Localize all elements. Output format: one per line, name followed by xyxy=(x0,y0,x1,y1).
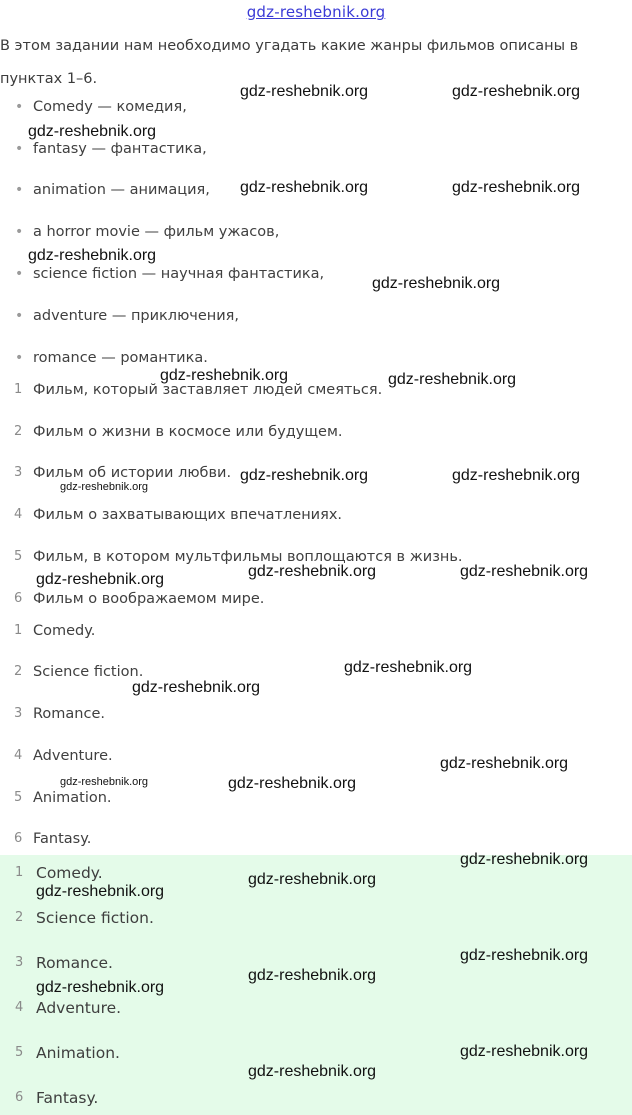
watermark: gdz-reshebnik.org xyxy=(36,571,165,588)
answer-text: Science fiction. xyxy=(33,664,144,680)
bullet-icon: • xyxy=(15,266,24,282)
watermark: gdz-reshebnik.org xyxy=(460,563,589,580)
watermark: gdz-reshebnik.org xyxy=(60,776,149,788)
watermark: gdz-reshebnik.org xyxy=(36,883,165,900)
genre-text: animation — анимация, xyxy=(33,182,210,198)
watermark: gdz-reshebnik.org xyxy=(440,755,569,772)
item-number: 2 xyxy=(15,910,24,925)
bullet-icon: • xyxy=(15,308,24,324)
watermark: gdz-reshebnik.org xyxy=(240,83,369,100)
final-answer-text: Fantasy. xyxy=(36,1089,99,1107)
watermark: gdz-reshebnik.org xyxy=(452,83,581,100)
item-number: 1 xyxy=(15,865,24,880)
genre-text: science fiction — научная фантастика, xyxy=(33,266,325,282)
answer-text: Romance. xyxy=(33,706,105,722)
item-number: 5 xyxy=(14,790,23,805)
intro-text: В этом задании нам необходимо угадать какие жанры фильмов описаны в пунктах 1–6. xyxy=(0,38,579,87)
item-number: 4 xyxy=(14,748,23,763)
answer-text: Animation. xyxy=(33,790,112,806)
item-number: 5 xyxy=(14,549,23,564)
answer-text: Comedy. xyxy=(33,623,96,639)
watermark: gdz-reshebnik.org xyxy=(460,851,589,868)
genre-text: a horror movie — фильм ужасов, xyxy=(33,224,280,240)
description-text: Фильм об истории любви. xyxy=(33,465,232,481)
answer-text: Adventure. xyxy=(33,748,113,764)
final-answer-text: Adventure. xyxy=(36,999,122,1017)
watermark: gdz-reshebnik.org xyxy=(248,563,377,580)
description-text: Фильм, который заставляет людей смеяться. xyxy=(33,382,383,398)
watermark: gdz-reshebnik.org xyxy=(60,481,149,493)
watermark: gdz-reshebnik.org xyxy=(240,467,369,484)
watermark: gdz-reshebnik.org xyxy=(132,679,261,696)
bullet-icon: • xyxy=(15,182,24,198)
watermark: gdz-reshebnik.org xyxy=(388,371,517,388)
item-number: 3 xyxy=(14,706,23,721)
final-answer-text: Romance. xyxy=(36,954,113,972)
item-number: 3 xyxy=(14,465,23,480)
item-number: 5 xyxy=(15,1045,24,1060)
item-number: 2 xyxy=(14,424,23,439)
watermark: gdz-reshebnik.org xyxy=(372,275,501,292)
final-answer-text: Animation. xyxy=(36,1044,120,1062)
watermark: gdz-reshebnik.org xyxy=(28,123,157,140)
bullet-icon: • xyxy=(15,350,24,366)
genre-text: fantasy — фантастика, xyxy=(33,141,207,157)
description-text: Фильм о жизни в космосе или будущем. xyxy=(33,424,343,440)
watermark: gdz-reshebnik.org xyxy=(452,179,581,196)
watermark: gdz-reshebnik.org xyxy=(36,979,165,996)
watermark: gdz-reshebnik.org xyxy=(344,659,473,676)
watermark: gdz-reshebnik.org xyxy=(460,1043,589,1060)
site-link[interactable]: gdz-reshebnik.org xyxy=(246,3,386,21)
watermark: gdz-reshebnik.org xyxy=(460,947,589,964)
watermark: gdz-reshebnik.org xyxy=(228,775,357,792)
genre-text: adventure — приключения, xyxy=(33,308,240,324)
final-answer-text: Science fiction. xyxy=(36,909,154,927)
watermark: gdz-reshebnik.org xyxy=(240,179,369,196)
bullet-icon: • xyxy=(15,99,24,115)
watermark: gdz-reshebnik.org xyxy=(248,967,377,984)
bullet-icon: • xyxy=(15,141,24,157)
watermark: gdz-reshebnik.org xyxy=(160,367,289,384)
item-number: 6 xyxy=(14,831,23,846)
answer-text: Fantasy. xyxy=(33,831,92,847)
item-number: 3 xyxy=(15,955,24,970)
description-text: Фильм о захватывающих впечатлениях. xyxy=(33,507,343,523)
item-number: 1 xyxy=(14,623,23,638)
watermark: gdz-reshebnik.org xyxy=(452,467,581,484)
watermark: gdz-reshebnik.org xyxy=(28,247,157,264)
item-number: 1 xyxy=(14,382,23,397)
item-number: 4 xyxy=(14,507,23,522)
watermark: gdz-reshebnik.org xyxy=(248,871,377,888)
watermark: gdz-reshebnik.org xyxy=(248,1063,377,1080)
final-answer-text: Comedy. xyxy=(36,864,103,882)
item-number: 2 xyxy=(14,664,23,679)
bullet-icon: • xyxy=(15,224,24,240)
item-number: 4 xyxy=(15,1000,24,1015)
description-text: Фильм о воображаемом мире. xyxy=(33,591,265,607)
genre-text: Comedy — комедия, xyxy=(33,99,187,115)
item-number: 6 xyxy=(14,591,23,606)
genre-text: romance — романтика. xyxy=(33,350,208,366)
item-number: 6 xyxy=(15,1090,24,1105)
description-text: Фильм, в котором мультфильмы воплощаются в жизнь. xyxy=(33,549,463,565)
